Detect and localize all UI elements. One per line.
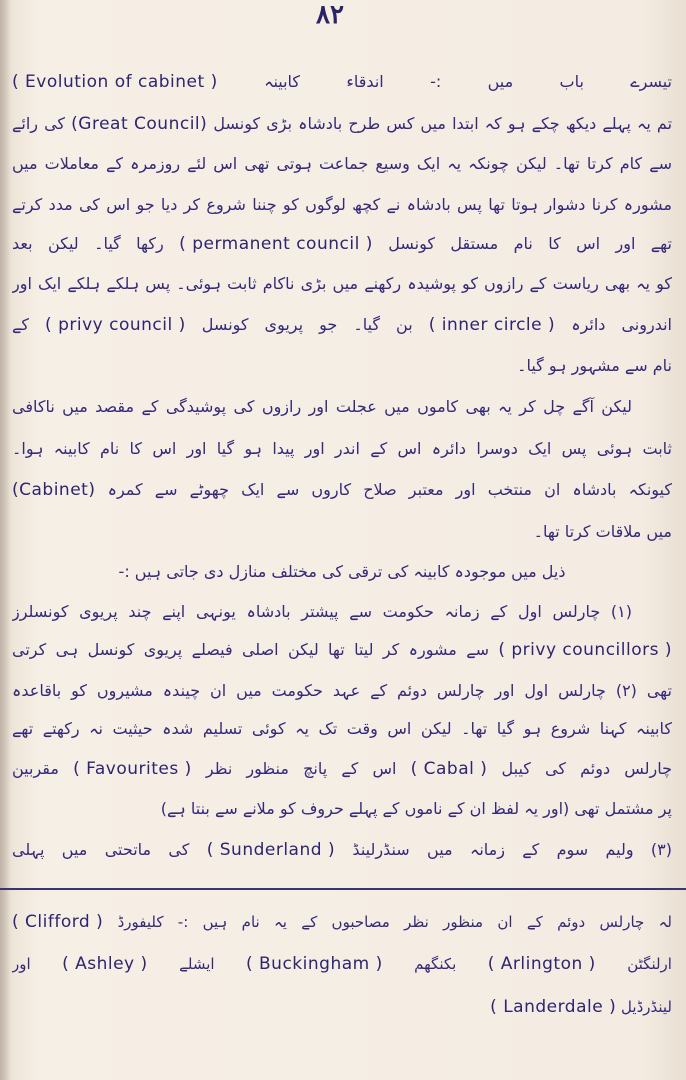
body-line <box>12 717 672 741</box>
english-term: ( privy council ) <box>45 315 186 335</box>
urdu-text: کے <box>12 315 29 334</box>
urdu-text: ثابت ہوئی پس ایک دوسرا دائرہ اس کے اندر اور پیدا ہو گیا اور اس کا نام کابینہ ہوا۔ <box>12 439 672 458</box>
urdu-text: ذیل میں موجودہ کابینہ کی ترقی کی مختلف منازل دی جاتی ہیں :- <box>118 562 566 581</box>
body-line <box>12 757 672 781</box>
body-line <box>12 679 672 703</box>
body-line <box>12 70 672 94</box>
urdu-text: (۳) ولیم سوم کے زمانہ میں سنڈرلینڈ <box>352 840 672 859</box>
urdu-text: رکھا گیا۔ لیکن بعد <box>12 234 164 253</box>
body-line <box>12 478 672 502</box>
urdu-text: بکنگھم <box>414 955 457 973</box>
urdu-text: کیونکہ بادشاہ ان منتخب اور معتبر صلاح کاروں سے ایک چھوٹے سے کمرہ <box>107 480 672 499</box>
body-line <box>12 560 672 584</box>
urdu-text: لینڈرڈیل <box>621 998 672 1016</box>
body-line <box>12 395 672 419</box>
urdu-text: مشورہ کرنا دشوار ہوتا تھا پس بادشاہ نے کچھ لوگوں کو چننا شروع کر دیا جو اس کی مدد کرتے <box>12 195 672 214</box>
body-line <box>12 437 672 461</box>
english-term: (Cabinet) <box>12 480 96 500</box>
body-line <box>12 313 672 337</box>
urdu-text: نام سے مشہور ہو گیا۔ <box>517 356 672 375</box>
page-number: ۸۲ <box>316 0 344 30</box>
urdu-text: چارلس دوئم کی کیبل <box>501 759 672 778</box>
body-line <box>12 152 672 176</box>
urdu-text: تیسرے باب میں :- اندقاء کابینہ <box>264 72 672 91</box>
urdu-text: میں ملاقات کرتا تھا۔ <box>533 522 672 541</box>
english-term: ( privy councillors ) <box>498 640 672 660</box>
body-line <box>12 354 672 378</box>
urdu-text: تم یہ پہلے دیکھ چکے ہو کہ ابتدا میں کس طرح بادشاہ بڑی کونسل <box>213 114 672 133</box>
urdu-text: سے مشورہ کر لیتا تھا لیکن اصلی فیصلے پریوی کونسل ہی کرتی <box>12 640 489 659</box>
urdu-text: لہ چارلس دوئم کے ان منظور نظر مصاحبوں کے یہ نام ہیں :- کلیفورڈ <box>117 913 672 931</box>
footnote-line <box>12 995 672 1019</box>
urdu-text: ایشلے <box>179 955 215 973</box>
english-term: ( Evolution of cabinet ) <box>12 72 218 92</box>
english-term: ( Clifford ) <box>12 912 104 932</box>
urdu-text: مقربین <box>12 759 59 778</box>
urdu-text: تھے اور اس کا نام مستقل کونسل <box>388 234 672 253</box>
body-line <box>12 600 672 624</box>
english-term: ( permanent council ) <box>179 234 373 254</box>
urdu-text: سے کام کرتا تھا۔ لیکن چونکہ یہ ایک وسیع جماعت ہوتی تھی اس لئے روزمرہ کے معاملات میں <box>12 154 672 173</box>
footnote-line <box>12 910 672 934</box>
body-line <box>12 232 672 256</box>
urdu-text: کابینہ کہنا شروع ہو گیا تھا۔ لیکن اس وقت تک یہ کوئی تسلیم شدہ حیثیت نہ رکھتے تھے <box>12 719 672 738</box>
english-term: ( inner circle ) <box>428 315 556 335</box>
body-line <box>12 638 672 662</box>
english-term: ( Sunderland ) <box>206 840 336 860</box>
urdu-text: اس کے پانچ منظور نظر <box>205 759 397 778</box>
english-term: ( Favourites ) <box>73 759 192 779</box>
binding-shadow <box>0 0 10 1080</box>
body-line <box>12 272 672 296</box>
body-line <box>12 797 672 821</box>
body-line <box>12 520 672 544</box>
english-term: ( Buckingham ) <box>245 954 383 974</box>
urdu-text: کو یہ بھی ریاست کے رازوں کو پوشیدہ رکھنے میں بڑی ناکام ثابت ہوئی۔ پس ہلکے ہلکے ایک اور <box>12 274 672 293</box>
urdu-text: پر مشتمل تھی (اور یہ لفظ ان کے ناموں کے پہلے حروف کو ملانے سے بنتا ہے) <box>160 799 672 818</box>
urdu-text: (۱) چارلس اول کے زمانہ حکومت سے پیشتر بادشاہ یونہی اپنے چند پریوی کونسلرز <box>12 602 632 621</box>
urdu-text: بن گیا۔ جو پریوی کونسل <box>201 315 413 334</box>
body-line <box>12 112 672 136</box>
english-term: (Great Council) <box>71 114 208 134</box>
english-term: ( Ashley ) <box>62 954 148 974</box>
english-term: ( Arlington ) <box>487 954 596 974</box>
urdu-text: کی رائے <box>12 114 66 133</box>
body-line <box>12 193 672 217</box>
urdu-text: ارلنگٹن <box>627 955 672 973</box>
urdu-text: کی ماتحتی میں پہلی <box>12 840 190 859</box>
english-term: ( Cabal ) <box>410 759 488 779</box>
footnote-divider <box>0 888 686 890</box>
footnote-line <box>12 952 672 976</box>
urdu-text: اور <box>12 955 31 973</box>
body-line <box>12 838 672 862</box>
english-term: ( Landerdale ) <box>490 997 617 1017</box>
urdu-text: تھی (۲) چارلس اول اور چارلس دوئم کے عہد حکومت میں ان چیندہ مشیروں کو باقاعدہ <box>12 681 672 700</box>
urdu-text: اندرونی دائرہ <box>571 315 672 334</box>
urdu-text: لیکن آگے چل کر یہ بھی کاموں میں عجلت اور رازوں کی پوشیدگی کے مقصد میں ناکافی <box>12 397 632 416</box>
